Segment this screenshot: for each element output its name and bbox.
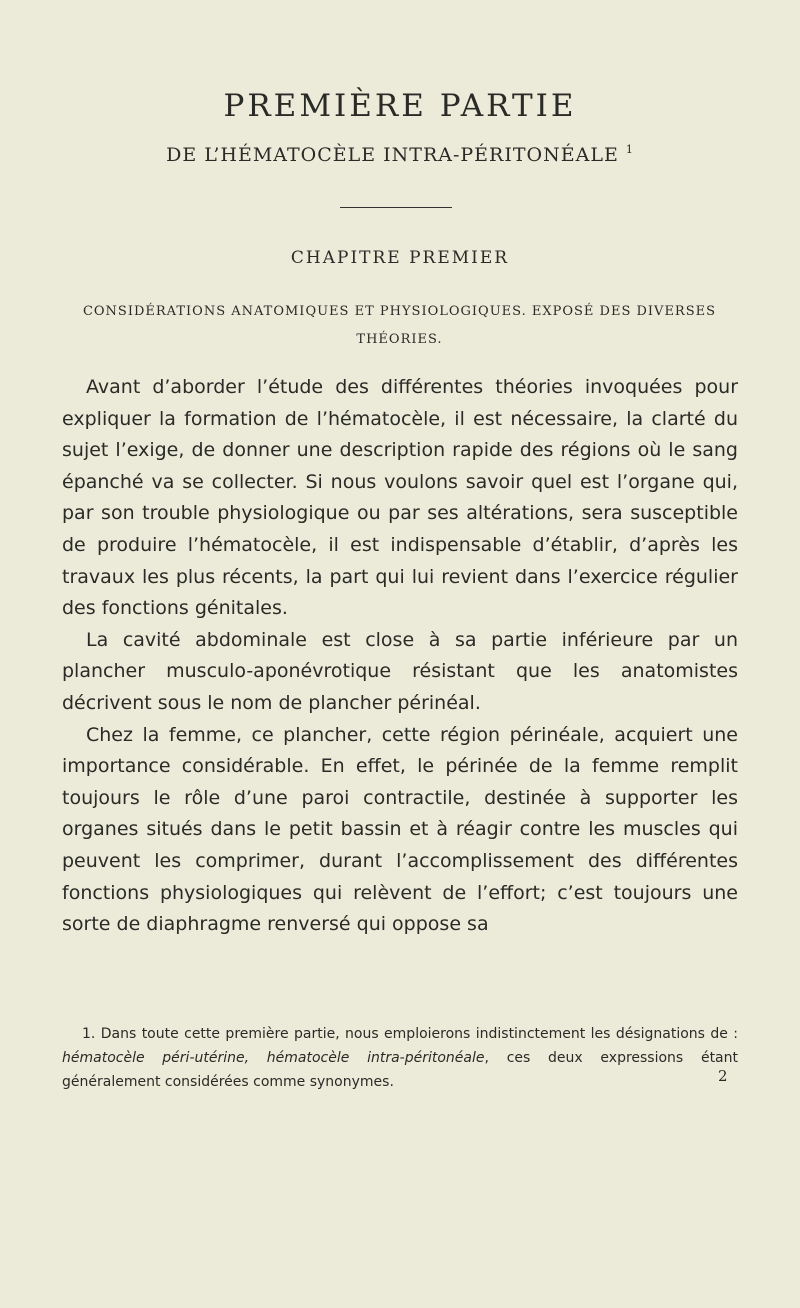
footnote-term: hématocèle péri-utérine [62,1050,245,1066]
footnote-number: 1. [82,1026,96,1042]
chapter-title: CHAPITRE PREMIER [290,248,510,268]
paragraph: Chez la femme, ce plancher, cette région périnéale, acquiert une importance considérable. En effet, le périnée de la femme remplit toujours le rôle d’une paroi contractile, destinée à supporter les organes situés dans le petit bassin et à réagir contre les muscles qui peuvent les comprimer, durant l’accomplissement des différentes fonctions physiologiques qui relèvent de l’effort; c’est toujours une sorte de diaphragme renversé qui oppose sa [62,723,738,936]
footnote-text-end: , ces deux expressions étant généralement considérées comme synonymes. [62,1050,738,1090]
footnote [62,1022,738,1094]
footnote-term: hématocèle intra-péritonéale [266,1050,485,1066]
body-text [62,372,738,941]
footnote-text: Dans toute cette première partie, nous emploierons indistinctement les désignations de : [100,1026,738,1042]
section-title-text: DE L’HÉMATOCÈLE INTRA-PÉRITONÉALE [166,144,619,166]
section-title [0,143,800,166]
chapter-subtitle: CONSIDÉRATIONS ANATOMIQUES ET PHYSIOLOGIQUES. EXPOSÉ DES DIVERSES THÉORIES. [82,304,717,347]
footnote-marker: 1 [625,143,634,156]
paragraph: Avant d’aborder l’étude des différentes théories invoquées pour expliquer la formation de l’hématocèle, il est nécessaire, la clarté du sujet l’exige, de donner une description rapide des régions où le sang épanché va se collecter. Si nous voulons savoir quel est l’organe qui, par son trouble physiologique ou par ses altérations, sera susceptible de produire l’hématocèle, il est indispensable d’établir, d’après les travaux les plus récents, la part qui lui revient dans l’exercice régulier des fonctions génitales. [62,376,738,620]
paragraph: La cavité abdominale est close à sa partie inférieure par un plancher musculo-aponévrotique résistant que les anatomistes décrivent sous le nom de plancher périnéal. [62,628,738,714]
part-title: PREMIÈRE PARTIE [223,88,577,124]
footnote-separator: , [244,1050,250,1066]
signature-mark: 2 [718,1067,728,1085]
title-divider [340,207,452,208]
